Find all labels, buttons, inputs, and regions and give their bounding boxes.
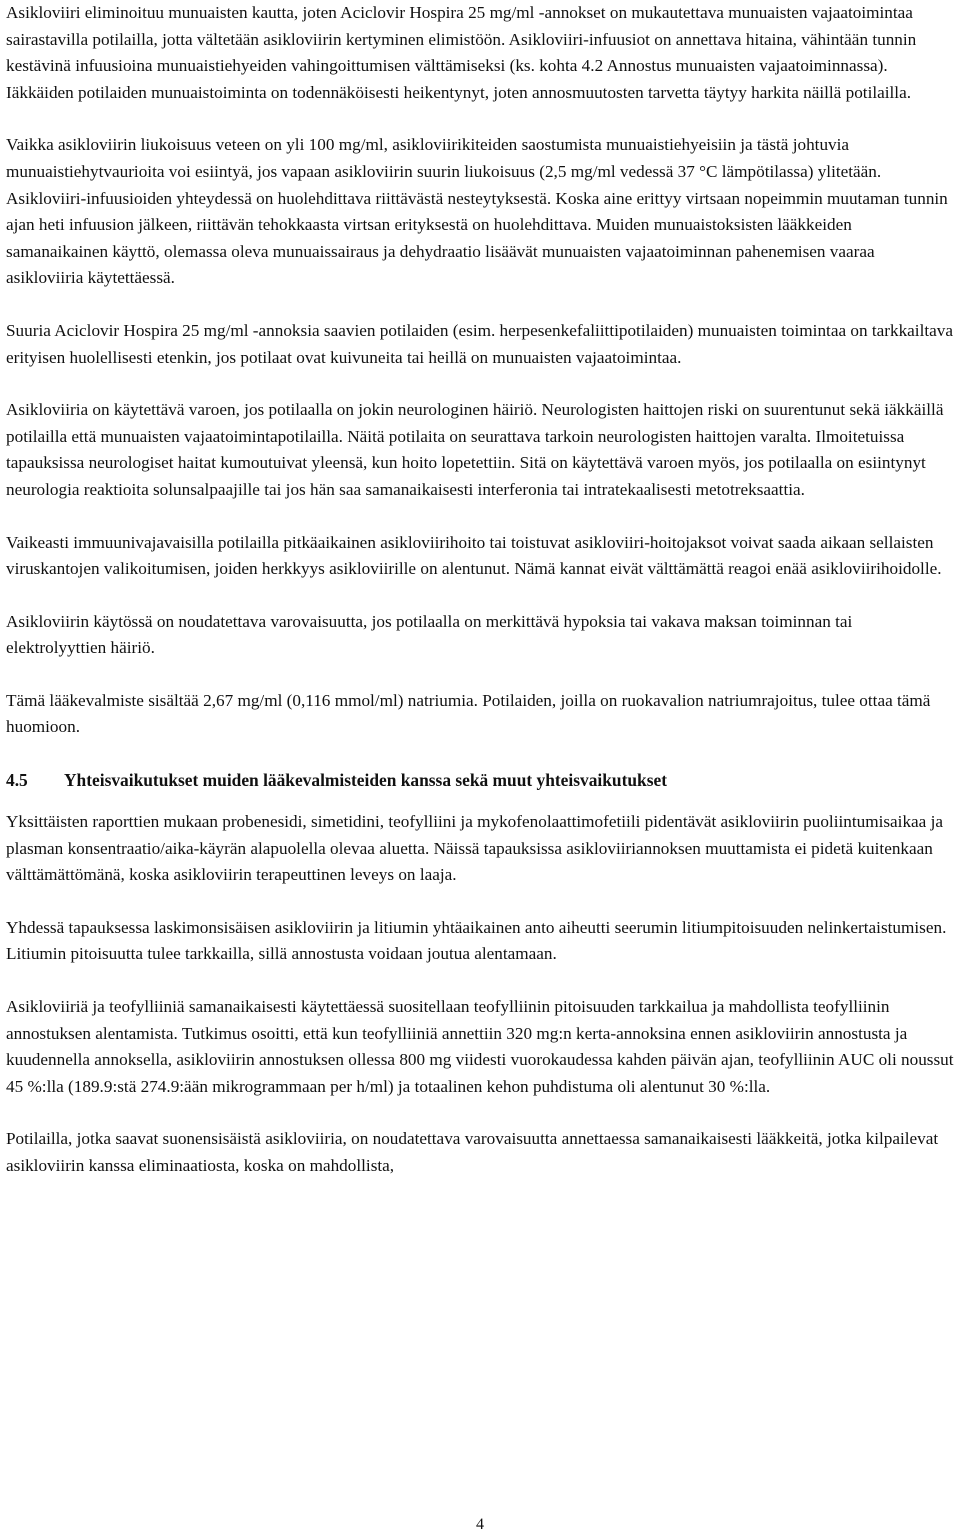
paragraph: Vaikka asikloviirin liukoisuus veteen on yli 100 mg/ml, asikloviirikiteiden saostumista munuaistiehyeisiin ja tästä johtuvia munuaistiehytvaurioita voi esiintyä, jos vapaan asikloviirin suurin liukoisuus (2,5 mg/ml vedessä 37 °C lämpötilassa) ylitetään. Asikloviiri-infuusioiden yhteydessä on huolehdittava riittävästä nesteytyksestä. Koska aine erittyy virtsaan nopeimmin muutaman tunnin ajan heti infuusion jälkeen, riittävän tehokkaasta virtsan erityksestä on huolehdittava. Muiden munuaistoksisten lääkkeiden samanaikainen käyttö, olemassa oleva munuaissairaus ja dehydraatio lisäävät munuaisten vajaatoiminnan pahenemisen vaaraa asikloviiria käytettäessä.	[6, 135, 948, 288]
section-number: 4.5	[6, 770, 28, 791]
paragraph: Asikloviiri eliminoituu munuaisten kautta, joten Aciclovir Hospira 25 mg/ml -annokset on mukautettava munuaisten vajaatoimintaa sairastavilla potilailla, jotta vältetään asikloviirin kertyminen elimistöön. Asikloviiri-infuusiot on annettava hitaina, vähintään tunnin kestävinä infuusioina munuaistiehyeiden vahingoittumisen välttämiseksi (ks. kohta 4.2 Annostus munuaisten vajaatoiminnassa). Iäkkäiden potilaiden munuaistoiminta on todennäköisesti heikentynyt, joten annosmuutosten tarvetta täytyy harkita näillä potilailla.	[6, 3, 917, 102]
paragraph: Asikloviirin käytössä on noudatettava varovaisuutta, jos potilaalla on merkittävä hypoksia tai vakava maksan toiminnan tai elektrolyyttien häiriö.	[6, 611, 853, 658]
paragraph: Asikloviiriä ja teofylliiniä samanaikaisesti käytettäessä suositellaan teofylliinin pitoisuuden tarkkailua ja mahdollista teofylliinin annostuksen alentamista. Tutkimus osoitti, että kun teofylliiniä annettiin 320 mg:n kerta-annoksina ennen asikloviirin annostusta ja kuudennella annoksella, asikloviirin annostuksen ollessa 800 mg viidesti vuorokaudessa kahden päivän ajan, teofylliinin AUC oli noussut 45 %:lla (189.9:stä 274.9:ään mikrogrammaan per h/ml) ja totaalinen kehon puhdistuma oli alentunut 30 %:lla.	[6, 997, 954, 1096]
paragraph: Asikloviiria on käytettävä varoen, jos potilaalla on jokin neurologinen häiriö. Neurologisten haittojen riski on suurentunut sekä iäkkäillä potilailla että munuaisten vajaatoimintapotilailla. Näitä potilaita on seurattava tarkoin neurologisten haittojen varalta. Ilmoitetuissa tapauksissa neurologiset haitat kumoutuivat yleensä, kun hoito lopetettiin. Sitä on käytettävä varoen myös, jos potilaalla on esiintynyt neurologia reaktioita solunsalpaajille tai jos hän saa samanaikaisesti interferonia tai intratekaalisesti metotreksaattia.	[6, 400, 944, 499]
document-page	[6, 0, 954, 1206]
paragraph: Potilailla, jotka saavat suonensisäistä asikloviiria, on noudatettava varovaisuutta annettaessa samanaikaisesti lääkkeitä, jotka kilpailevat asikloviirin kanssa eliminaatiosta, koska on mahdollista,	[6, 1129, 939, 1175]
paragraph: Suuria Aciclovir Hospira 25 mg/ml -annoksia saavien potilaiden (esim. herpesenkefaliittipotilaiden) munuaisten toimintaa on tarkkailtava erityisen huolellisesti etenkin, jos potilaat ovat kuivuneita tai heillä on munuaisten vajaatoimintaa.	[6, 320, 953, 367]
paragraph: Yhdessä tapauksessa laskimonsisäisen asikloviirin ja litiumin yhtäaikainen anto aiheutti seerumin litiumpitoisuuden nelinkertaistumisen. Litiumin pitoisuutta tulee tarkkailla, sillä annostusta voidaan joutua alentamaan.	[6, 917, 947, 964]
section-heading	[6, 767, 954, 793]
paragraph: Vaikeasti immuunivajavaisilla potilailla pitkäaikainen asikloviirihoito tai toistuvat asikloviiri-hoitojaksot voivat saada aikaan sellaisten viruskantojen valikoitumisen, joiden herkkyys asikloviirille on alentunut. Nämä kannat eivät välttämättä reagoi enää asikloviirihoidolle.	[6, 532, 942, 579]
section-title: Yhteisvaikutukset muiden lääkevalmisteiden kanssa sekä muut yhteisvaikutukset	[64, 770, 667, 791]
paragraph: Tämä lääkevalmiste sisältää 2,67 mg/ml (0,116 mmol/ml) natriumia. Potilaiden, joilla on ruokavalion natriumrajoitus, tulee ottaa tämä huomioon.	[6, 690, 931, 737]
page-number: 4	[476, 1516, 484, 1533]
paragraph: Yksittäisten raporttien mukaan probenesidi, simetidini, teofylliini ja mykofenolaattimofetiili pidentävät asikloviirin puoliintumisaikaa ja plasman konsentraatio/aika-käyrän alapuolella olevaa aluetta. Näissä tapauksissa asikloviiriannoksen muuttamista ei pidetä kuitenkaan välttämättömänä, koska asikloviirin terapeuttinen leveys on laaja.	[6, 812, 943, 885]
